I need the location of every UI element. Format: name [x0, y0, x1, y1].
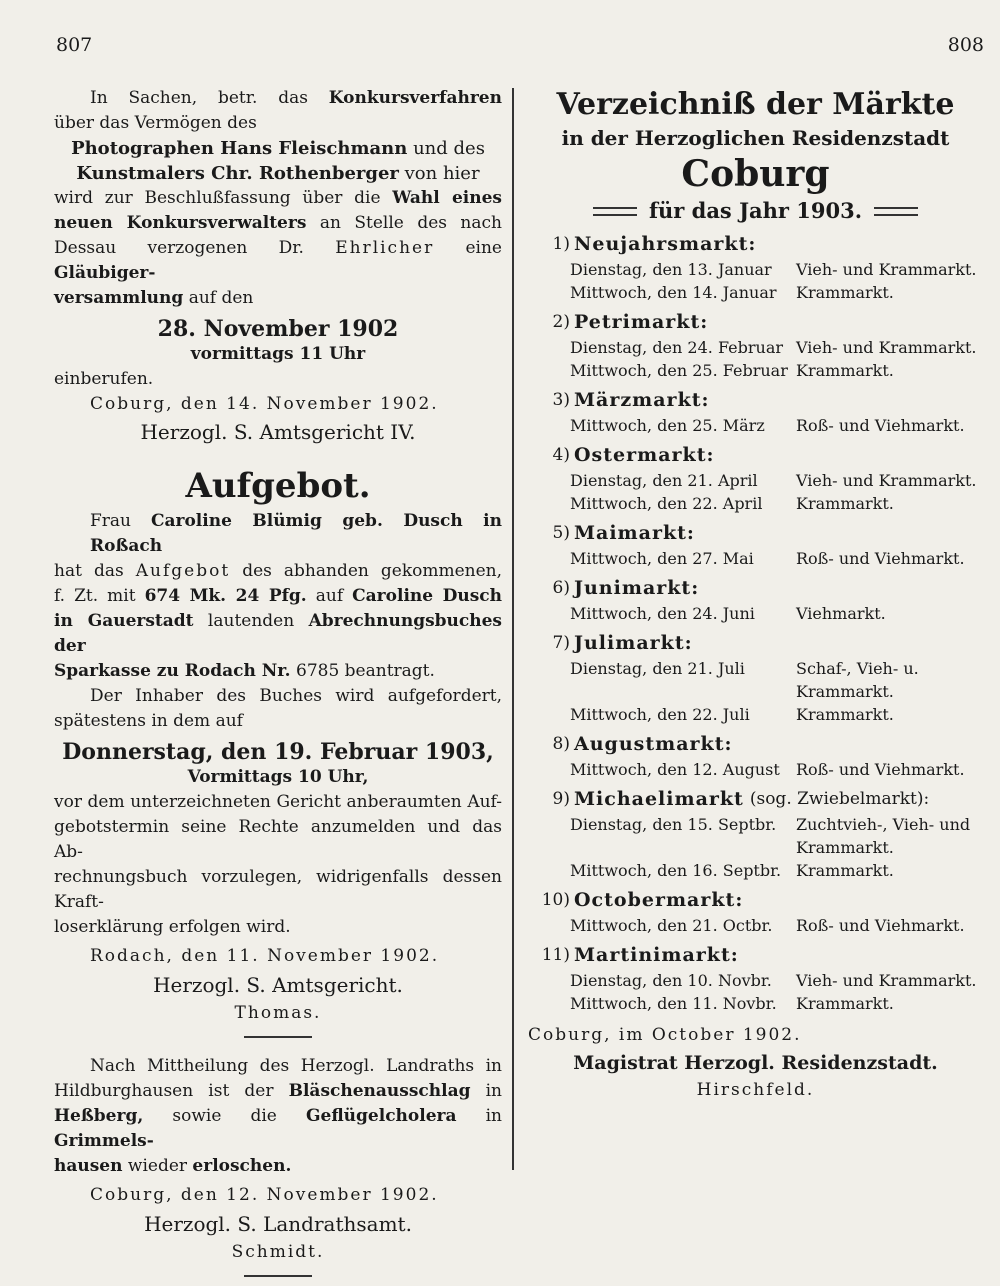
market-date: Dienstag, den 10. Novbr. [570, 971, 772, 990]
market-heading [528, 886, 983, 914]
market-heading [528, 785, 983, 813]
market-entry [528, 574, 983, 625]
text: Hildburghausen ist der [54, 1081, 274, 1101]
notice-line [54, 1079, 502, 1104]
market-name: Octobermarkt: [574, 889, 744, 911]
notice-line [54, 211, 502, 236]
market-date: Mittwoch, den 14. Januar [570, 283, 777, 302]
market-date-row [528, 336, 983, 359]
market-kind: Schaf-, Vieh- u. Krammarkt. [796, 659, 919, 701]
bold-text: Grimmels- [54, 1131, 154, 1151]
market-heading [528, 230, 983, 258]
market-kind: Vieh- und Krammarkt. [796, 260, 977, 279]
notice-line [54, 236, 502, 286]
double-rule [593, 207, 637, 216]
market-heading [528, 441, 983, 469]
notice-line [54, 161, 502, 186]
text: auf den [188, 288, 254, 308]
market-entry [528, 308, 983, 382]
signer-name: Thomas. [234, 1003, 322, 1023]
market-kind: Roß- und Viehmarkt. [796, 760, 965, 779]
market-date-row [528, 703, 983, 726]
page-number-left: 807 [56, 34, 93, 56]
market-entry [528, 785, 983, 882]
market-date-row [528, 813, 983, 859]
left-column [54, 86, 502, 1277]
market-date-row [528, 258, 983, 281]
bold-text: Caroline Blümig geb. Dusch in Roßach [90, 511, 502, 556]
market-kind: Krammarkt. [796, 861, 894, 880]
market-number: 6) [552, 578, 570, 598]
hearing-time: vormittags 11 Uhr [190, 344, 366, 364]
aufgebot-notice [54, 463, 502, 1038]
text: sowie die [172, 1106, 277, 1126]
notice-line [54, 559, 502, 584]
market-kind: Roß- und Viehmarkt. [796, 916, 965, 935]
market-date-row [528, 359, 983, 382]
hearing-date: 28. November 1902 [157, 316, 399, 342]
place-date: Coburg, den 14. November 1902. [90, 394, 439, 414]
market-number: 9) [552, 789, 570, 809]
bold-text: Photographen Hans Fleischmann [71, 138, 408, 159]
bold-text: erloschen. [192, 1156, 292, 1176]
notice-line [54, 509, 502, 559]
market-kind: Krammarkt. [796, 705, 894, 724]
market-heading [528, 574, 983, 602]
market-name: Junimarkt: [574, 577, 700, 599]
notice-line [54, 86, 502, 111]
place-date: Coburg, im October 1902. [528, 1025, 802, 1045]
market-date-row [528, 469, 983, 492]
market-date-row [528, 992, 983, 1015]
bankruptcy-notice [54, 86, 502, 447]
market-date-row [528, 281, 983, 304]
notice-line [54, 609, 502, 659]
market-name: Neujahrsmarkt: [574, 233, 757, 255]
notice-line [54, 186, 502, 211]
market-kind: Roß- und Viehmarkt. [796, 416, 965, 435]
market-date: Dienstag, den 13. Januar [570, 260, 772, 279]
bold-text: hausen [54, 1156, 123, 1176]
market-entry [528, 519, 983, 570]
bold-text: Bläschenausschlag [288, 1081, 471, 1101]
court-signature: Herzogl. S. Amtsgericht. [153, 973, 403, 997]
bold-text: Heßberg, [54, 1106, 144, 1126]
market-entry [528, 730, 983, 781]
market-date: Mittwoch, den 22. April [570, 494, 763, 513]
bold-text: in Gauerstadt [54, 611, 194, 631]
markets-subtitle: in der Herzoglichen Residenzstadt [561, 126, 950, 150]
markets-year-row [528, 196, 983, 226]
notice-line: einberufen. [54, 369, 154, 389]
market-date-row [528, 758, 983, 781]
bold-text: Geflügelcholera [305, 1106, 457, 1126]
text: des abhanden gekommenen, [242, 561, 503, 581]
market-date-row [528, 969, 983, 992]
market-number: 1) [552, 234, 570, 254]
market-date: Dienstag, den 21. Juli [570, 659, 745, 678]
market-date-row [528, 859, 983, 882]
market-date: Mittwoch, den 12. August [570, 760, 780, 779]
notice-line: Nach Mittheilung des Herzogl. Landraths in [90, 1056, 502, 1076]
market-entry [528, 230, 983, 304]
market-entry [528, 386, 983, 437]
bold-text: Caroline Dusch [352, 586, 502, 606]
bold-text: Wahl eines [392, 188, 503, 208]
page-number-right: 808 [947, 34, 984, 56]
markets-title: Verzeichniß der Märkte [556, 87, 955, 122]
notice-line [54, 1104, 502, 1154]
market-number: 7) [552, 633, 570, 653]
market-kind: Roß- und Viehmarkt. [796, 549, 965, 568]
double-rule [874, 207, 918, 216]
text: wieder [127, 1156, 188, 1176]
text: auf [315, 586, 344, 606]
market-name: Augustmarkt: [574, 733, 733, 755]
market-name: Martinimarkt: [574, 944, 739, 966]
market-heading [528, 519, 983, 547]
notice-line [54, 659, 502, 684]
market-number: 10) [541, 890, 570, 910]
office-signature: Magistrat Herzogl. Residenzstadt. [573, 1052, 938, 1074]
market-date-row [528, 414, 983, 437]
market-name: Julimarkt: [574, 632, 693, 654]
hearing-time: Vormittags 10 Uhr, [187, 767, 369, 787]
market-date-row [528, 547, 983, 570]
market-kind: Krammarkt. [796, 994, 894, 1013]
market-date-row [528, 602, 983, 625]
market-date-row [528, 914, 983, 937]
market-name: Michaelimarkt [574, 788, 744, 810]
spaced-text: Ehrlicher [335, 238, 435, 258]
text: f. Zt. mit [54, 586, 136, 606]
spaced-text: Aufgebot [135, 561, 231, 581]
office-signature: Herzogl. S. Landrathsamt. [144, 1212, 412, 1236]
notice-line: Der Inhaber des Buches wird aufgefordert, [90, 686, 502, 706]
signer-name: Hirschfeld. [696, 1080, 815, 1100]
notice-line: loserklärung erfolgen wird. [54, 917, 291, 937]
spacer [54, 1038, 502, 1054]
disease-notice [54, 1054, 502, 1277]
markets-year: für das Jahr 1903. [648, 198, 863, 223]
text: wird zur Beschlußfassung über die [54, 188, 381, 208]
market-heading [528, 386, 983, 414]
text: eine [465, 238, 502, 258]
market-kind: Vieh- und Krammarkt. [796, 338, 977, 357]
market-name: Maimarkt: [574, 522, 695, 544]
text: lautenden [207, 611, 295, 631]
market-entry [528, 629, 983, 726]
notice-title: Aufgebot. [185, 466, 371, 506]
markets-city: Coburg [681, 153, 830, 195]
market-date: Dienstag, den 21. April [570, 471, 758, 490]
market-number: 11) [541, 945, 570, 965]
market-entry [528, 941, 983, 1015]
market-date: Mittwoch, den 11. Novbr. [570, 994, 777, 1013]
market-kind: Viehmarkt. [796, 604, 886, 623]
market-heading [528, 730, 983, 758]
court-signature: Herzogl. S. Amtsgericht IV. [140, 420, 416, 444]
place-date: Rodach, den 11. November 1902. [90, 946, 440, 966]
notice-line [54, 584, 502, 609]
bold-text: 674 Mk. 24 Pfg. [144, 586, 307, 606]
notice-line [54, 1154, 502, 1179]
market-name: Märzmarkt: [574, 389, 710, 411]
market-entry [528, 886, 983, 937]
text: von hier [404, 163, 480, 184]
notice-line: gebotstermin seine Rechte anzumelden und das Ab- [54, 817, 502, 862]
market-name: Petrimarkt: [574, 311, 709, 333]
market-note: (sog. Zwiebelmarkt): [749, 789, 930, 809]
market-heading [528, 629, 983, 657]
market-kind: Vieh- und Krammarkt. [796, 971, 977, 990]
notice-line [54, 136, 502, 161]
market-date: Mittwoch, den 24. Juni [570, 604, 755, 623]
column-divider [512, 88, 514, 1170]
market-date: Dienstag, den 15. Septbr. [570, 815, 777, 834]
market-number: 3) [552, 390, 570, 410]
market-kind: Zuchtvieh-, Vieh- und Krammarkt. [796, 815, 971, 857]
notice-line: spätestens in dem auf [54, 711, 243, 731]
market-heading [528, 941, 983, 969]
market-date: Mittwoch, den 27. Mai [570, 549, 754, 568]
bold-text: versammlung [54, 288, 184, 308]
notice-line: über das Vermögen des [54, 113, 257, 133]
market-date-row [528, 492, 983, 515]
text: und des [413, 138, 485, 159]
separator-rule [244, 1275, 312, 1277]
bold-text: Kunstmalers Chr. Rothenberger [76, 163, 399, 184]
market-date: Mittwoch, den 21. Octbr. [570, 916, 773, 935]
signer-name: Schmidt. [231, 1242, 325, 1262]
hearing-date: Donnerstag, den 19. Februar 1903, [62, 739, 494, 765]
text: hat das [54, 561, 124, 581]
bold-text: Gläubiger- [54, 263, 156, 283]
market-number: 2) [552, 312, 570, 332]
market-name: Ostermarkt: [574, 444, 715, 466]
market-date: Dienstag, den 24. Februar [570, 338, 784, 357]
text: in [485, 1081, 503, 1101]
market-kind: Krammarkt. [796, 361, 894, 380]
bold-text: neuen Konkursverwalters [54, 213, 307, 233]
market-number: 8) [552, 734, 570, 754]
market-number: 5) [552, 523, 570, 543]
market-date: Mittwoch, den 16. Septbr. [570, 861, 782, 880]
text: an Stelle des nach [319, 213, 502, 233]
bold-text: Konkursverfahren [328, 88, 502, 108]
text: Dessau verzogenen Dr. [54, 238, 304, 258]
bold-text: Sparkasse zu Rodach Nr. [54, 661, 291, 681]
text: Frau [90, 511, 132, 531]
right-column [528, 86, 983, 1103]
place-date: Coburg, den 12. November 1902. [90, 1185, 439, 1205]
text: 6785 beantragt. [296, 661, 435, 681]
notice-line: rechnungsbuch vorzulegen, widrigenfalls dessen Kraft- [54, 867, 502, 912]
notice-line: vor dem unterzeichneten Gericht anberaumten Auf- [54, 792, 502, 812]
text: in [485, 1106, 502, 1126]
notice-line [54, 286, 502, 311]
market-entry [528, 441, 983, 515]
market-kind: Krammarkt. [796, 494, 894, 513]
market-kind: Krammarkt. [796, 283, 894, 302]
market-date: Mittwoch, den 22. Juli [570, 705, 750, 724]
market-heading [528, 308, 983, 336]
market-date-row [528, 657, 983, 703]
market-date: Mittwoch, den 25. März [570, 416, 765, 435]
text: In Sachen, betr. das [90, 88, 308, 108]
bold-text: Abrechnungsbuches der [54, 611, 503, 656]
market-list [528, 230, 983, 1015]
market-date: Mittwoch, den 25. Februar [570, 361, 788, 380]
spacer [54, 447, 502, 463]
market-kind: Vieh- und Krammarkt. [796, 471, 977, 490]
market-number: 4) [552, 445, 570, 465]
